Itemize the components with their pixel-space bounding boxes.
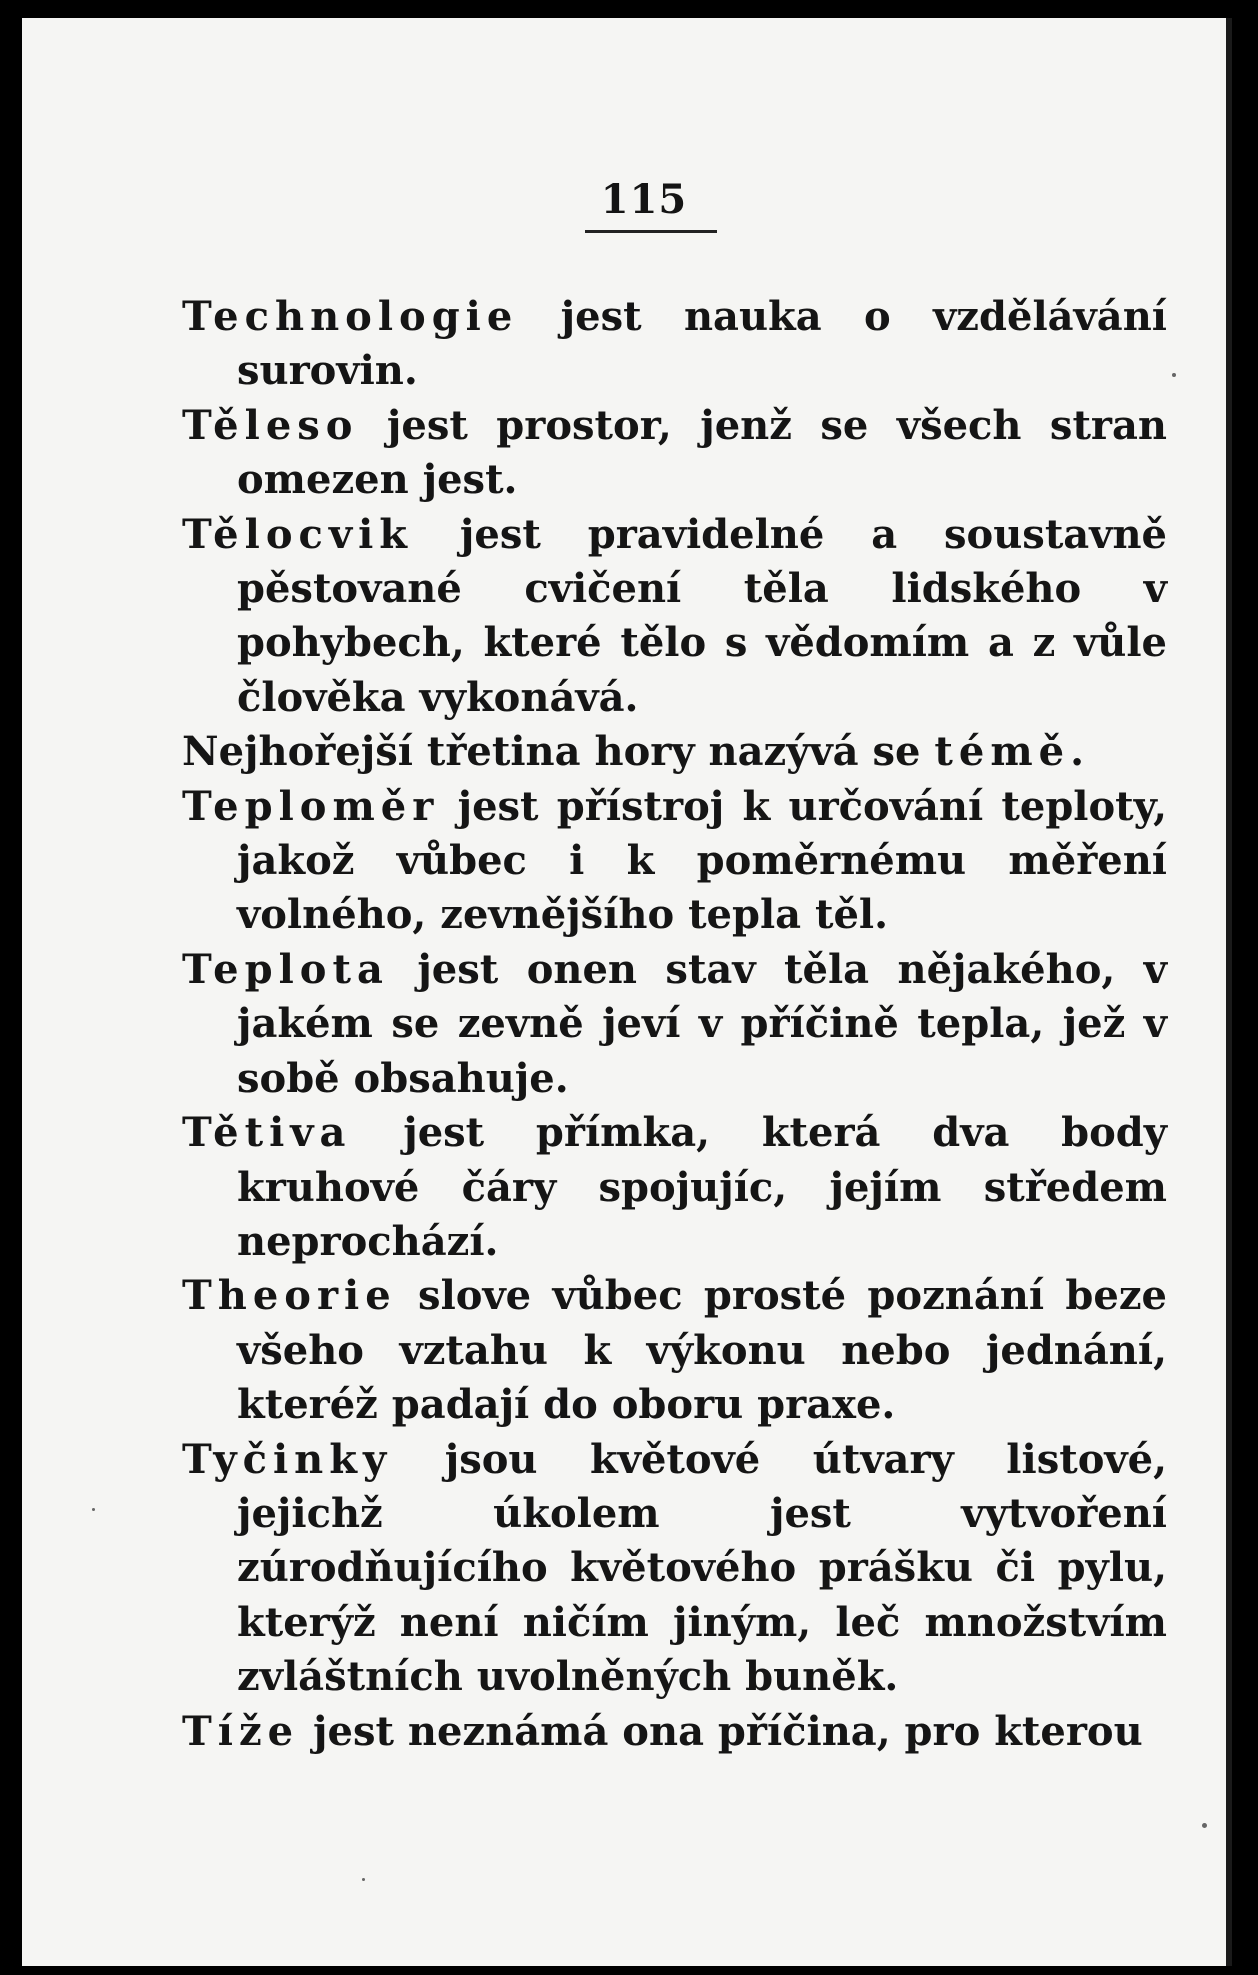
entry-definition: jest nauka o vzdělávání surovin. (237, 293, 1167, 395)
entry-definition: jest onen stav těla nějakého, v jakém se zevně jeví v příčině tepla, jež v sobě obsahuje. (237, 945, 1167, 1102)
glossary-entry-tycinky (182, 1433, 1167, 1705)
paper-speck (362, 1878, 365, 1881)
entry-term: Tělocvik (182, 510, 414, 558)
entry-term: Tíže (182, 1707, 300, 1755)
glossary-entry-theorie (182, 1269, 1167, 1432)
page-number-rule (585, 230, 717, 233)
entry-term: Teploměr (182, 782, 440, 830)
entry-term: Theorie (182, 1272, 397, 1320)
paper-speck (1202, 1823, 1207, 1828)
paper-speck (1172, 373, 1176, 377)
entry-definition: jest prostor, jenž se všech stran omezen jest. (237, 401, 1167, 504)
entry-term: Tětiva (182, 1109, 352, 1157)
entry-term: Tyčinky (182, 1435, 393, 1483)
glossary-entry-telocvik (182, 508, 1167, 726)
glossary-entry-technologie (182, 290, 1167, 399)
glossary-entry-tize (182, 1705, 1167, 1759)
paper-speck (92, 1508, 95, 1511)
glossary-entry-teleso (182, 399, 1167, 508)
entry-term: Technologie (182, 293, 519, 340)
glossary-entries (182, 290, 1167, 1759)
entry-emphasis: témě (934, 728, 1071, 776)
entry-definition: jest přímka, která dva body kruhové čáry spojujíc, jejím středem neprochází. (237, 1109, 1167, 1265)
book-page (22, 18, 1232, 1966)
entry-term: Těleso (182, 401, 359, 449)
entry-definition: slove vůbec prosté poznání beze všeho vztahu k výkonu nebo jednání, kteréž padají do oboru praxe. (237, 1272, 1167, 1429)
glossary-entry-teme (182, 725, 1167, 779)
entry-definition-post: . (1070, 728, 1085, 776)
page-number: 115 (600, 176, 688, 223)
glossary-entry-teplota (182, 943, 1167, 1106)
entry-definition: jest pravidelné a soustavně pěstované cvičení těla lidského v pohybech, které tělo s vědomím a z vůle člověka vykonává. (237, 510, 1167, 721)
entry-definition-pre: Nejhořejší třetina hory nazývá se (182, 728, 935, 776)
entry-definition: jest přístroj k určování teploty, jakož vůbec i k poměrnému měření volného, zevnějšího tepla těl. (237, 782, 1167, 939)
page-number-wrap (22, 176, 1226, 223)
entry-definition: jest neznámá ona příčina, pro kterou (299, 1707, 1143, 1755)
entry-definition: jsou květové útvary listové, jejichž úkolem jest vytvoření zúrodňujícího květového prášku či pylu, kterýž není ničím jiným, leč množstvím zvláštních uvolněných buněk. (237, 1435, 1167, 1701)
entry-term: Teplota (182, 945, 389, 993)
glossary-entry-tetiva (182, 1106, 1167, 1269)
glossary-entry-teplomer (182, 780, 1167, 943)
